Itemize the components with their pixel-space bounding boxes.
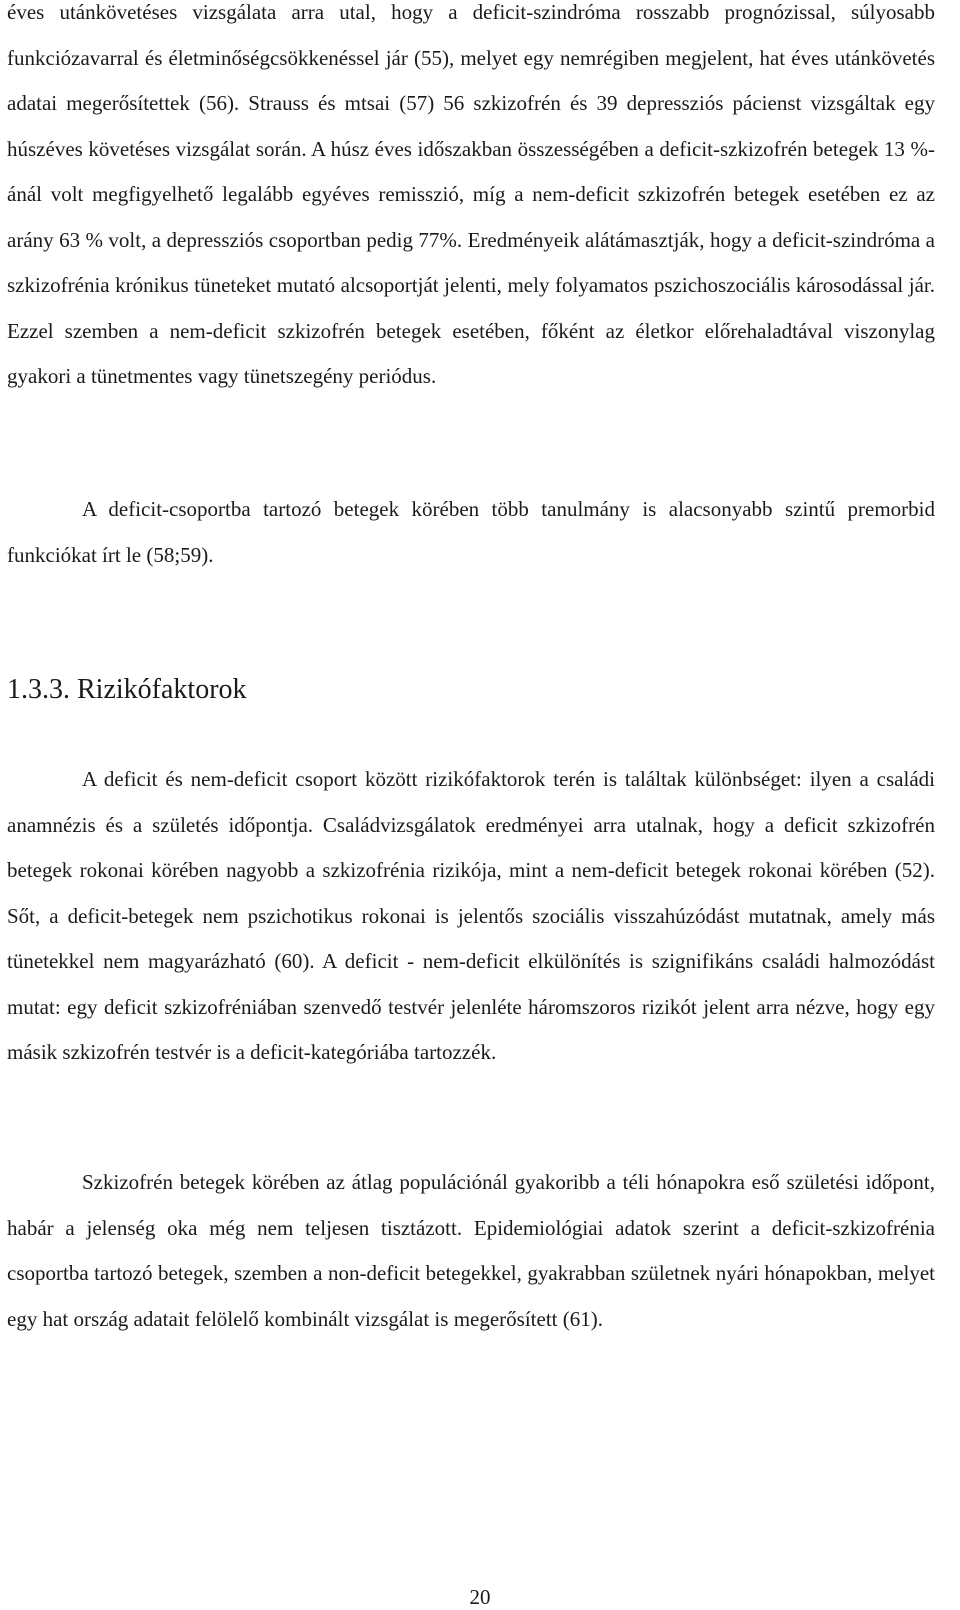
body-paragraph-2: A deficit-csoportba tartozó betegek körében több tanulmány is alacsonyabb szintű premorbid funkciókat írt le (58;59). xyxy=(7,497,935,567)
body-paragraph-3: A deficit és nem-deficit csoport között rizikófaktorok terén is találtak különbséget: ilyen a családi anamnézis és a születés időpontja. Családvizsgálatok eredményei arra utalnak, hogy a deficit szkizofrén betegek rokonai körében nagyobb a szkizofrénia rizikója, mint a nem-deficit betegek rokonai körében (52). Sőt, a deficit-betegek nem pszichotikus rokonai is jelentős szociális visszahúzódást mutatnak, amely más tünetekkel nem magyarázható (60). A deficit - nem-deficit elkülönítés is szignifikáns családi halmozódást mutat: egy deficit szkizofréniában szenvedő testvér jelenléte háromszoros rizikót jelent arra nézve, hogy egy másik szkizofrén testvér is a deficit-kategóriába tartozzék. xyxy=(7,767,935,1064)
section-heading: 1.3.3. Rizikófaktorok xyxy=(7,674,247,705)
page-number: 20 xyxy=(469,1585,491,1609)
body-paragraph-1: éves utánkövetéses vizsgálata arra utal, hogy a deficit-szindróma rosszabb prognózissal, súlyosabb funkciózavarral és életminőségcsökkenéssel jár (55), melyet egy nemrégiben megjelent, hat éves utánkövetés adatai megerősítettek (56). Strauss és mtsai (57) 56 szkizofrén és 39 depressziós pácienst vizsgáltak egy húszéves követéses vizsgálat során. A húsz éves időszakban összességében a deficit-szkizofrén betegek 13 %-ánál volt megfigyelhető legalább egyéves remisszió, míg a nem-deficit szkizofrén betegek esetében ez az arány 63 % volt, a depressziós csoportban pedig 77%. Eredményeik alátámasztják, hogy a deficit-szindróma a szkizofrénia krónikus tüneteket mutató alcsoportját jelenti, mely folyamatos pszichoszociális károsodással jár. Ezzel szemben a nem-deficit szkizofrén betegek esetében, főként az életkor előrehaladtával viszonylag gyakori a tünetmentes vagy tünetszegény periódus. xyxy=(7,0,935,388)
body-paragraph-4: Szkizofrén betegek körében az átlag populációnál gyakoribb a téli hónapokra eső születési időpont, habár a jelenség oka még nem teljesen tisztázott. Epidemiológiai adatok szerint a deficit-szkizofrénia csoportba tartozó betegek, szemben a non-deficit betegekkel, gyakrabban születnek nyári hónapokban, melyet egy hat ország adatait felölelő kombinált vizsgálat is megerősített (61). xyxy=(7,1170,935,1331)
